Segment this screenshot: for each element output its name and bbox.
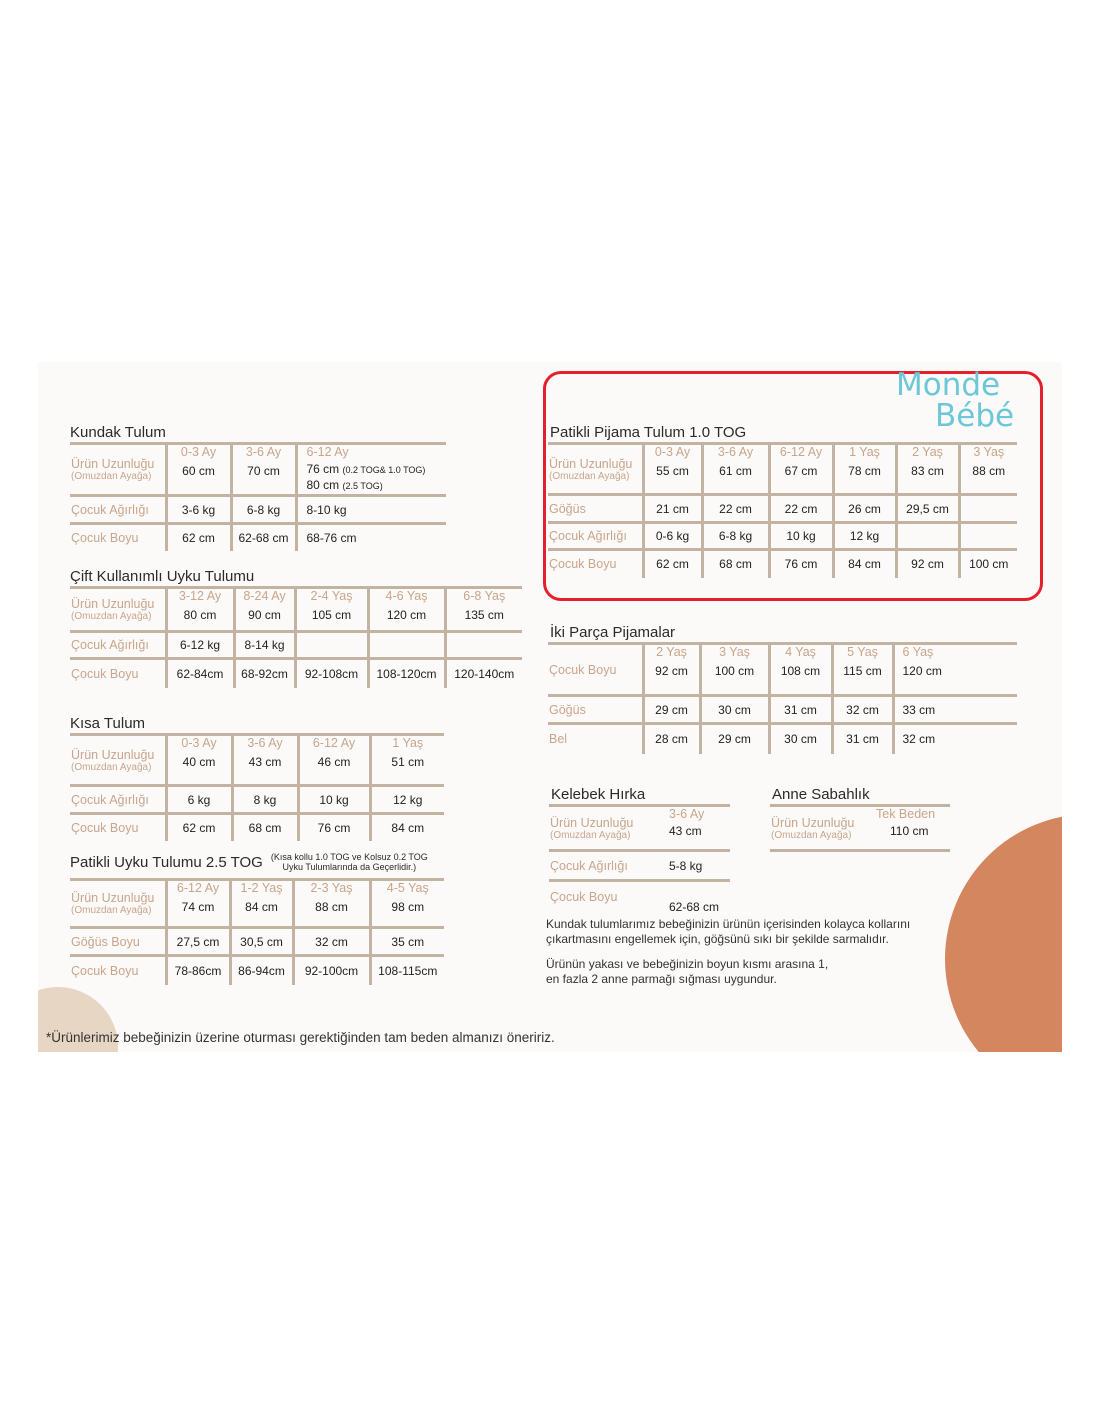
cell-value: 55 cm <box>656 464 689 478</box>
size-header: 6-12 Ay <box>312 736 356 750</box>
section-title: Kısa Tulum <box>70 715 146 732</box>
size-header: 6-12 Ay <box>176 881 220 895</box>
cell-value: 32 cm <box>902 732 936 747</box>
table-row <box>548 724 1017 754</box>
row-label: Çocuk Boyu <box>70 659 166 688</box>
cell-value: 61 cm <box>719 464 752 478</box>
size-header: 1 Yaş <box>392 736 424 750</box>
size-header: 4-5 Yaş <box>386 881 429 895</box>
cell-value: 86-94cm <box>230 956 293 985</box>
cell-value: 78-86cm <box>166 956 230 985</box>
cell-value: 62-68 cm <box>231 524 296 551</box>
size-header: 4-6 Yaş <box>385 589 428 603</box>
size-header: 2 Yaş <box>912 445 943 459</box>
cell-value: 30,5 cm <box>230 928 293 956</box>
cell-value: 68-76 cm <box>306 530 357 545</box>
size-table <box>770 804 950 852</box>
cell-value: 29 cm <box>643 696 700 724</box>
cell-value <box>368 632 445 659</box>
size-header: 6-12 Ay <box>779 445 823 459</box>
table-row <box>548 444 1017 495</box>
size-header: 3 Yaş <box>719 645 750 659</box>
table-row <box>770 806 950 851</box>
size-table <box>548 642 1017 754</box>
cell-value: 84 cm <box>245 900 278 914</box>
table-row <box>549 851 730 881</box>
cell-value: 8 kg <box>232 786 298 814</box>
cell-value: 12 kg <box>370 786 444 814</box>
size-table <box>70 878 444 985</box>
cell-value: 22 cm <box>702 495 769 523</box>
table-row <box>70 928 444 956</box>
cell-value: 6-8 kg <box>231 496 296 524</box>
table-row <box>549 881 730 915</box>
row-label: Ürün Uzunluğu <box>71 891 155 905</box>
row-label: Çocuk Ağırlığı <box>548 523 643 550</box>
cell-value: 120 cm <box>386 608 427 622</box>
cell-value: 43 cm <box>669 824 702 838</box>
row-label: Ürün Uzunluğu <box>549 456 633 471</box>
cell-value: 62 cm <box>166 814 232 841</box>
table-row <box>70 814 444 841</box>
cell-value: 88 cm <box>972 464 1006 478</box>
size-header: 0-3 Ay <box>181 736 217 750</box>
row-label: Çocuk Ağırlığı <box>549 851 649 881</box>
row-sublabel: (Omuzdan Ayağa) <box>71 611 152 622</box>
cell-value: 120-140cm <box>454 666 515 681</box>
table-row <box>548 550 1017 578</box>
row-label: Ürün Uzunluğu <box>71 457 155 471</box>
cell-value: 68-92cm <box>234 659 295 688</box>
size-header: 6-12 Ay <box>306 445 349 459</box>
cell-value: 74 cm <box>181 900 215 914</box>
size-header: 3 Yaş <box>973 445 1005 459</box>
cell-value: 29,5 cm <box>896 495 959 523</box>
table-row <box>548 644 1017 696</box>
size-header: 5 Yaş <box>847 645 878 659</box>
row-label: Çocuk Boyu <box>548 644 643 696</box>
cell-value: 108-120cm <box>368 659 445 688</box>
size-table <box>70 733 444 841</box>
patikli-uyku-section <box>70 854 444 985</box>
table-row <box>70 632 522 659</box>
table-row <box>548 495 1017 523</box>
table-row <box>70 524 446 551</box>
cell-value: 32 cm <box>832 696 893 724</box>
cell-value: 62-68 cm <box>669 900 720 914</box>
cell-value: 30 cm <box>769 724 832 754</box>
table-row <box>70 588 522 632</box>
row-label: Çocuk Ağırlığı <box>70 786 166 814</box>
row-label: Çocuk Boyu <box>70 956 166 985</box>
row-sublabel: (Omuzdan Ayağa) <box>549 470 630 482</box>
cell-value: 46 cm <box>317 755 351 769</box>
cell-value: 84 cm <box>391 820 425 835</box>
cell-value: 62 cm <box>166 524 231 551</box>
cell-value: 43 cm <box>248 755 282 769</box>
table-row <box>549 806 730 851</box>
row-label: Ürün Uzunluğu <box>71 597 155 611</box>
cell-value: 26 cm <box>833 495 896 523</box>
table-row <box>70 735 444 786</box>
cell-value: 100 cm <box>714 664 755 678</box>
size-header: 1 Yaş <box>849 445 880 459</box>
cell-value: 92-108cm <box>295 659 368 688</box>
cell-value <box>295 632 368 659</box>
cell-value: 115 cm <box>843 664 882 678</box>
table-row <box>70 880 444 928</box>
section-title: Kundak Tulum <box>70 424 166 441</box>
patikli-pijama-section <box>548 424 1017 578</box>
table-row <box>70 659 522 688</box>
section-title: İki Parça Pijamalar <box>550 624 676 641</box>
iki-parca-section <box>548 624 1017 754</box>
row-label: Çocuk Ağırlığı <box>70 632 166 659</box>
cell-value: 21 cm <box>643 495 702 523</box>
row-sublabel: (Omuzdan Ayağa) <box>71 905 152 916</box>
cell-value: 110 cm <box>890 824 929 838</box>
size-header: 2-4 Yaş <box>310 589 353 603</box>
section-title <box>70 854 444 874</box>
cell-value: 100 cm <box>969 557 1009 572</box>
cell-value: 6-12 kg <box>166 632 234 659</box>
cell-value: 70 cm <box>247 464 280 478</box>
row-label: Göğüs Boyu <box>70 928 166 956</box>
cell-value <box>959 523 1017 550</box>
size-table <box>70 442 446 551</box>
cell-value: 6-8 kg <box>702 523 769 550</box>
cell-value: 32 cm <box>293 928 370 956</box>
section-title: Anne Sabahlık <box>772 786 870 803</box>
cell-value: 90 cm <box>248 608 281 622</box>
footer-note: *Ürünlerimiz bebeğinizin üzerine oturması gerektiğinden tam beden almanızı öneririz. <box>46 1030 555 1045</box>
size-header: 2 Yaş <box>656 645 687 659</box>
cell-value: 68 cm <box>702 550 769 578</box>
row-label: Çocuk Boyu <box>70 814 166 841</box>
cell-value: 78 cm <box>848 464 881 478</box>
row-label: Bel <box>548 724 643 754</box>
size-chart-sheet <box>38 362 1062 1052</box>
cell-value: 108-115cm <box>378 963 438 978</box>
row-label: Ürün Uzunluğu <box>771 815 855 830</box>
row-label: Çocuk Boyu <box>70 524 166 551</box>
size-header: 3-6 Ay <box>245 445 282 459</box>
cell-value: 76 cm <box>298 814 370 841</box>
cell-value: 31 cm <box>832 724 893 754</box>
cell-value: 33 cm <box>893 696 1017 724</box>
anne-sabahlik-section <box>770 786 950 852</box>
cell-value: 76 cm <box>769 550 833 578</box>
size-header: 0-3 Ay <box>180 445 217 459</box>
row-sublabel: (Omuzdan Ayağa) <box>71 761 152 773</box>
size-table <box>548 442 1017 578</box>
size-table <box>549 804 730 914</box>
cell-value <box>896 523 959 550</box>
size-header: 3-6 Ay <box>669 807 705 821</box>
section-note: (Kısa kollu 1.0 TOG ve Kolsuz 0.2 TOG Uyku Tulumlarında da Geçerlidir.) <box>270 852 428 872</box>
row-label: Ürün Uzunluğu <box>71 747 155 762</box>
cell-value: 108 cm <box>780 664 821 678</box>
cell-value: 62-84cm <box>166 659 234 688</box>
cell-value: 8-10 kg <box>296 496 446 524</box>
row-sublabel: (Omuzdan Ayağa) <box>71 471 152 482</box>
size-header: 0-3 Ay <box>654 445 691 459</box>
cell-value: 83 cm <box>911 464 944 478</box>
section-title: Kelebek Hırka <box>551 786 646 803</box>
size-header: 3-12 Ay <box>178 589 222 603</box>
cell-value: 105 cm <box>311 608 352 622</box>
cell-value: 5-8 kg <box>649 851 730 881</box>
cell-value: 80 cm <box>183 608 217 622</box>
cell-value: 6 kg <box>166 786 232 814</box>
cell-value: 51 cm <box>391 755 425 769</box>
size-header: 6 Yaş <box>902 645 934 659</box>
table-row <box>70 956 444 985</box>
cell-value: 60 cm <box>182 464 215 478</box>
table-row <box>548 696 1017 724</box>
table-row <box>70 496 446 524</box>
cell-value <box>959 495 1017 523</box>
size-header: 2-3 Yaş <box>310 881 353 895</box>
monde-bebe-logo: Monde Bébé <box>896 367 1015 434</box>
row-label: Çocuk Boyu <box>550 890 618 904</box>
cell-value: 12 kg <box>833 523 896 550</box>
cell-value: 29 cm <box>700 724 769 754</box>
kundak-tulum-section <box>70 424 446 551</box>
kisa-tulum-section <box>70 715 444 841</box>
note-paragraph-2: Ürünün yakası ve bebeğinizin boyun kısmı arasına 1, en fazla 2 anne parmağı sığması uygundur. <box>546 957 829 986</box>
size-header: 4 Yaş <box>785 645 816 659</box>
size-header: 6-8 Yaş <box>463 589 506 603</box>
cell-value: 88 cm <box>315 900 348 914</box>
row-sublabel: (Omuzdan Ayağa) <box>771 829 852 841</box>
section-title: Çift Kullanımlı Uyku Tulumu <box>70 568 255 585</box>
row-label: Göğüs <box>548 696 643 724</box>
table-row <box>548 523 1017 550</box>
section-title: Patikli Pijama Tulum 1.0 TOG <box>550 424 747 441</box>
row-label: Çocuk Boyu <box>548 550 643 578</box>
kelebek-hirka-section <box>549 786 730 914</box>
cell-value: 68 cm <box>232 814 298 841</box>
cell-value: 98 cm <box>391 900 425 914</box>
row-label: Çocuk Ağırlığı <box>70 496 166 524</box>
cell-value <box>445 632 522 659</box>
section-title-text: Patikli Uyku Tulumu 2.5 TOG <box>70 854 263 871</box>
decor-circle-right <box>945 814 1062 1052</box>
row-label: Ürün Uzunluğu <box>550 815 634 830</box>
cell-value: 120 cm <box>902 664 942 678</box>
cell-value: 10 kg <box>298 786 370 814</box>
size-header: 3-6 Ay <box>717 445 754 459</box>
size-header: Tek Beden <box>876 807 936 821</box>
size-header: 1-2 Yaş <box>240 881 283 895</box>
cell-value: 27,5 cm <box>166 928 230 956</box>
table-row <box>70 444 446 496</box>
cell-value-line2: 80 cm (2.5 TOG) <box>306 478 383 492</box>
size-header: 3-6 Ay <box>247 736 283 750</box>
cell-value: 84 cm <box>833 550 896 578</box>
cell-value-line1: 76 cm (0.2 TOG& 1.0 TOG) <box>306 462 426 476</box>
cell-value: 62 cm <box>643 550 702 578</box>
cell-value: 8-14 kg <box>234 632 295 659</box>
note-paragraph-1: Kundak tulumlarımız bebeğinizin ürünün içerisinden kolayca kollarını çıkartmasını engellemek için, göğsünü sıkı bir şekilde sarmalıdır. <box>546 917 911 946</box>
cell-value: 31 cm <box>769 696 832 724</box>
row-label: Göğüs <box>548 495 643 523</box>
row-sublabel: (Omuzdan Ayağa) <box>550 829 631 841</box>
cell-value: 40 cm <box>182 755 216 769</box>
cell-value: 10 kg <box>769 523 833 550</box>
cift-kullanimli-section <box>70 568 522 688</box>
cell-value: 0-6 kg <box>643 523 702 550</box>
cell-value: 28 cm <box>643 724 700 754</box>
cell-value: 22 cm <box>769 495 833 523</box>
cell-value: 35 cm <box>370 928 444 956</box>
cell-value: 135 cm <box>464 608 504 622</box>
cell-value: 92-100cm <box>293 956 370 985</box>
size-header: 8-24 Ay <box>243 589 286 603</box>
table-row <box>70 786 444 814</box>
cell-value: 30 cm <box>700 696 769 724</box>
cell-value: 67 cm <box>784 464 818 478</box>
cell-value: 92 cm <box>896 550 959 578</box>
cell-value: 3-6 kg <box>166 496 231 524</box>
size-table <box>70 586 522 688</box>
cell-value: 92 cm <box>655 664 688 678</box>
